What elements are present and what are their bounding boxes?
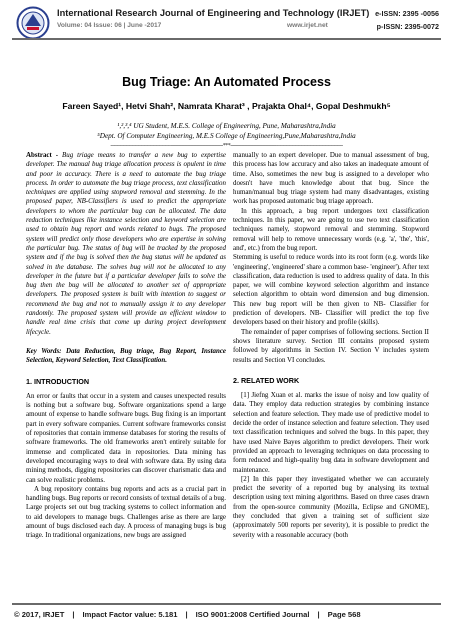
affiliation-department: ⁵Dept. Of Computer Engineering, M.E.S College of Engineering,Pune,Maharashtra,India: [97, 132, 356, 140]
keywords: Key Words: Data Reduction, Bug triage, Bug Report, Instance Selection, Keyword Selection, Text Classification.: [26, 346, 226, 365]
intro-paragraph-1: An error or faults that occur in a system and causes unexpected results is nothing but a software bug. Software organizations spend a large amount of expense to handle software bugs. Bug fixing is an important part in every software companies. Current software frameworks consist of repositories that contain immense databases for storing the results of software frameworks. The old frameworks aren't entirely suitable for immense and complicated data in repositories. Data mining has developed encouraging ways to deal with software data. By using data mining methods, digging repositories can discover charismatic data and can solve realistic problems.: [26, 391, 226, 484]
section-heading-introduction: 1. INTRODUCTION: [26, 376, 90, 386]
body-paragraph-2: In this approach, a bug report undergoes text classification techniques. In this paper, we are going to use two text classification techniques namely, stopword removal and stemming. Stopword removal will help to remove unnecessary words (e.g. 'a', 'the', 'this', and', etc.) from the bug report.: [233, 206, 429, 252]
left-column: [26, 151, 226, 541]
page-footer: © 2017, IRJET | Impact Factor value: 5.181 | ISO 9001:2008 Certified Journal | Page 568: [14, 610, 361, 619]
journal-volume: [57, 22, 328, 29]
section-heading-related-work: 2. RELATED WORK: [233, 375, 300, 385]
journal-website[interactable]: www.irjet.net: [287, 22, 328, 29]
footer-iso: ISO 9001:2008 Certified Journal: [195, 610, 310, 619]
related-work-paragraph-2: [2] In this paper they investigated whether we can accurately predict the severity of a reported bug by analysing its textual description using text mining algorithms. Based on three cases drawn from the open-source community (Mozilla, Eclipse and GNOME), they concluded that given a training set of sufficient size (approximately 500 reports per severity), it is possible to predict the severity with a reasonable accuracy (both: [233, 474, 429, 539]
intro-paragraph-2: A bug repository contains bug reports and acts as a crucial part in handling bugs. Bug reports or record consists of textual details of a bug. Large projects set out bug tracking systems to collect information and to aid developers to manage bugs. Challenges arise as there are large amount of bugs disclosed each day. A process of managing bugs is bug triage. In traditional organizations, new bugs are assigned: [26, 484, 226, 540]
footer-copyright: © 2017, IRJET: [14, 610, 65, 619]
body-paragraph-3: Stemming is useful to reduce words into its root form (e.g. words like 'engineering', 'engineered' share a common base- 'engineer'). After text classification, data reduction is used to address quality of data. In this paper, we will combine keyword selection algorithm and instance selection algorithm to obtain word dimension and bug dimension. This new bug report will be then given to NB- Classifier for prediction of developers. NB- Classifier will predict the top five developers based on their history and profile (skills).: [233, 253, 429, 327]
abstract-text: Bug triage means to transfer a new bug to expertise developer. The manual bug triage allocation process is opulent in time and poor in accuracy. There is a need to automate the bug triage process. In order to automate the bug triage process, text classification techniques are applied using stopword removal and stemming. In the proposed paper, NB-Classifiers is used to predict the appropriate developers to whom the particular bug can be allocated. The data reduction techniques like instance selection and keyword selection are used to obtain bug report and words related to bugs. The proposed system will predict only those developers who are expertise in solving the particular bug. The status of bug will be tracked by the proposed system and if the bug is solved then the bug status will be updated as solved in the database. The solves bug will not be allocated to any developer in the future but if a particular developer fails to solve the bug then the bug will be allocated to another set of appropriate developers. The proposed system is built with intention to suggest or recommend the bug and not to manually assign it to any developer randomly. The proposed system will provide an efficient window to handle real time crisis that come up during project development lifecycle.: [26, 151, 226, 336]
paper-title: Bug Triage: An Automated Process: [122, 75, 331, 89]
footer-impact-factor: Impact Factor value: 5.181: [82, 610, 178, 619]
related-work-paragraph-1: [1] Jiefng Xuan et al. marks the issue of noisy and low quality of data. They employ data reduction strategies by combining instance selection and feature selection. They made use of predictive model to decide the order of instance selection and feature selection. They used text classification techniques and solved the bugs. In this paper, they have used Naive Bayes algorithm to predict developers. Their work provided an approach to leveraging techniques on data processing to form reduced and high-quality bug data in software development and maintenance.: [233, 391, 429, 474]
footer-page-number: Page 568: [327, 610, 361, 619]
section-divider: ---------------------------------------------------------------------------***---------------------------------------------------------------------------: [110, 143, 343, 149]
e-issn: e-ISSN: 2395 -0056: [375, 9, 439, 18]
paper-authors: Fareen Sayed¹, Hetvi Shah², Namrata Kharat³ , Prajakta Ohal⁴, Gopal Deshmukh⁵: [62, 101, 391, 111]
body-paragraph-1: manually to an expert developer. Due to manual assessment of bug, this process has low accuracy and also takes an inadequate amount of time. Also, sometimes the new bug is assigned to a developer who doesn't have much knowledge about that bug. Since the human/manual bug triage system had many disadvantages, existing work has proposed automatic bug triage approach.: [233, 151, 429, 206]
p-issn: p-ISSN: 2395-0072: [376, 22, 439, 31]
volume-issue: Volume: 04 Issue: 06 | June -2017: [57, 22, 162, 29]
journal-title: International Research Journal of Engineering and Technology (IRJET): [57, 8, 370, 18]
right-column: [233, 151, 429, 540]
affiliation-students: ¹,²,³,⁴ UG Student, M.E.S. College of Engineering, Pune, Maharashtra,India: [117, 122, 336, 130]
body-paragraph-4: The remainder of paper comprises of following sections. Section II shows literature survey. Section III contains proposed system followed by algorithms in Section IV. Section V includes system results and Section VI concludes.: [233, 327, 429, 364]
abstract-label: Abstract -: [26, 151, 59, 159]
footer-rule: [12, 603, 441, 605]
abstract: [26, 151, 226, 337]
irjet-logo-icon: [16, 6, 50, 40]
header-rule: [12, 38, 441, 40]
